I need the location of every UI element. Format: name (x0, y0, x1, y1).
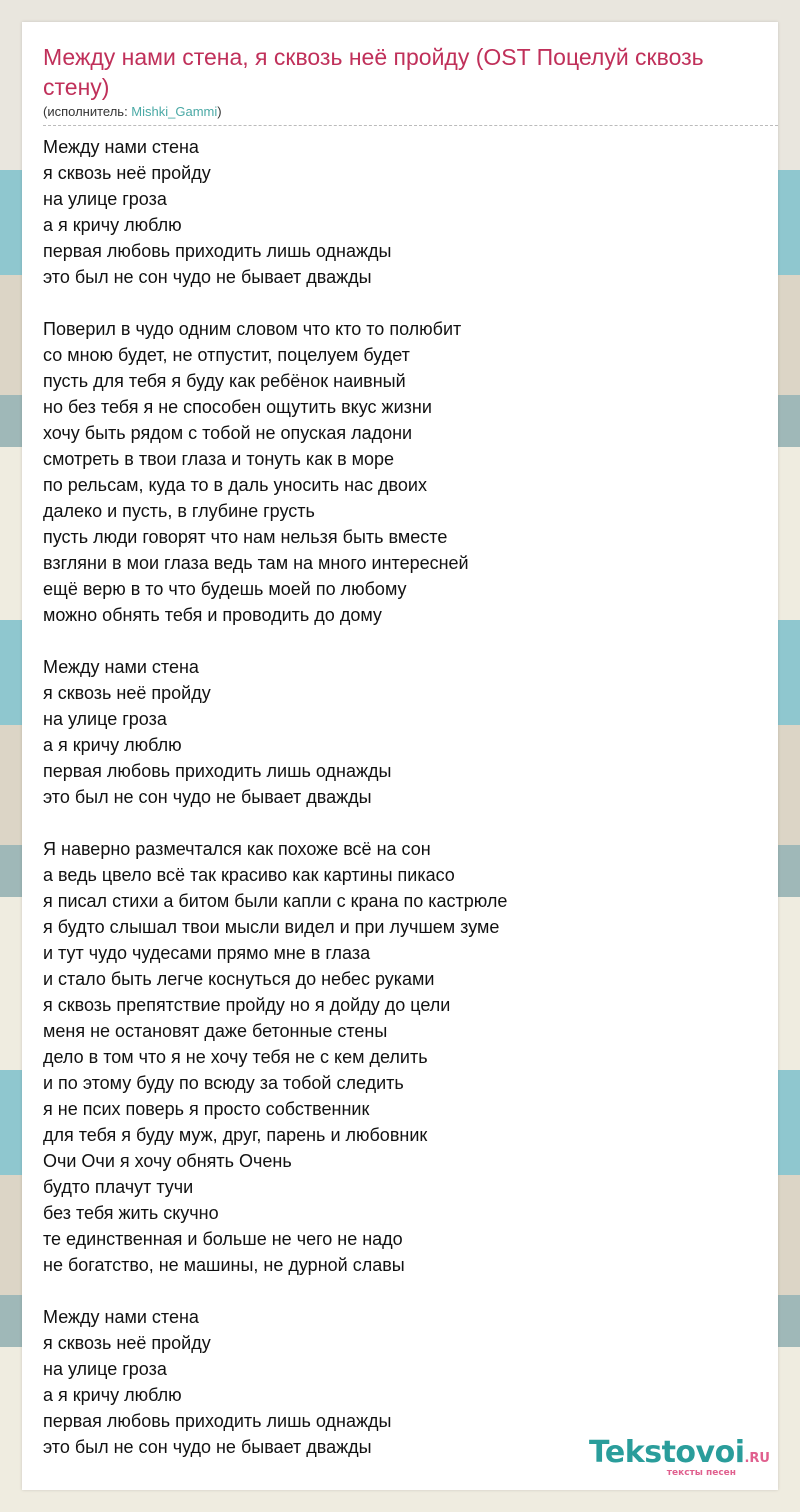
lyric-line: я сквозь неё пройду (43, 163, 211, 183)
lyrics-card (22, 22, 778, 1490)
stanza (43, 1304, 507, 1460)
lyric-line: Поверил в чудо одним словом что кто то полюбит (43, 319, 462, 339)
lyric-line: далеко и пусть, в глубине грусть (43, 501, 315, 521)
artist-label: (исполнитель: (43, 104, 132, 119)
lyric-line: и тут чудо чудесами прямо мне в глаза (43, 943, 371, 963)
lyric-line: а я кричу люблю (43, 215, 182, 235)
lyric-line: со мною будет, не отпустит, поцелуем будет (43, 345, 410, 365)
lyric-line: Между нами стена (43, 137, 199, 157)
lyric-line: Между нами стена (43, 657, 199, 677)
lyric-line: не богатство, не машины, не дурной славы (43, 1255, 405, 1275)
lyric-line: это был не сон чудо не бывает дважды (43, 787, 372, 807)
lyric-line: на улице гроза (43, 709, 167, 729)
lyric-line: дело в том что я не хочу тебя не с кем делить (43, 1047, 428, 1067)
lyric-line: на улице гроза (43, 1359, 167, 1379)
lyric-line: можно обнять тебя и проводить до дому (43, 605, 382, 625)
lyric-line: я не псих поверь я просто собственник (43, 1099, 370, 1119)
lyric-line: ещё верю в то что будешь моей по любому (43, 579, 407, 599)
site-logo[interactable] (588, 1435, 770, 1478)
lyric-line: на улице гроза (43, 189, 167, 209)
lyric-line: смотреть в твои глаза и тонуть как в море (43, 449, 395, 469)
lyric-line: я сквозь неё пройду (43, 1333, 211, 1353)
artist-link[interactable]: Mishki_Gammi (131, 104, 218, 119)
lyric-line: Я наверно размечтался как похоже всё на сон (43, 839, 431, 859)
stanza (43, 836, 507, 1278)
lyric-line: и по этому буду по всюду за тобой следить (43, 1073, 404, 1093)
artist-suffix: ) (217, 104, 222, 119)
lyric-line: пусть для тебя я буду как ребёнок наивный (43, 371, 406, 391)
stanza (43, 134, 507, 290)
lyric-line: хочу быть рядом с тобой не опуская ладони (43, 423, 413, 443)
lyric-line: пусть люди говорят что нам нельзя быть вместе (43, 527, 448, 547)
lyric-line: я писал стихи а битом были капли с крана по кастрюле (43, 891, 508, 911)
lyric-line: меня не остановят даже бетонные стены (43, 1021, 388, 1041)
logo-tld: .RU (744, 1451, 770, 1466)
lyric-line: а я кричу люблю (43, 735, 182, 755)
lyric-line: а ведь цвело всё так красиво как картины пикасо (43, 865, 455, 885)
lyric-line: но без тебя я не способен ощутить вкус жизни (43, 397, 432, 417)
lyric-line: я будто слышал твои мысли видел и при лучшем зуме (43, 917, 500, 937)
song-title: Между нами стена, я сквозь неё пройду (OST Поцелуй сквозь стену) (43, 44, 704, 100)
lyric-line: первая любовь приходить лишь однажды (43, 241, 392, 261)
lyric-line: и стало быть легче коснуться до небес руками (43, 969, 435, 989)
lyric-line: взгляни в мои глаза ведь там на много интересней (43, 553, 469, 573)
divider (43, 125, 778, 126)
lyric-line: первая любовь приходить лишь однажды (43, 761, 392, 781)
lyric-line: будто плачут тучи (43, 1177, 194, 1197)
lyric-line: те единственная и больше не чего не надо (43, 1229, 403, 1249)
lyric-line: первая любовь приходить лишь однажды (43, 1411, 392, 1431)
logo-text: Tekstovoi (588, 1435, 745, 1470)
lyrics-body (43, 134, 507, 1486)
lyric-line: по рельсам, куда то в даль уносить нас двоих (43, 475, 427, 495)
logo-tagline: тексты песен (666, 1468, 736, 1478)
lyric-line: для тебя я буду муж, друг, парень и любовник (43, 1125, 428, 1145)
lyric-line: Очи Очи я хочу обнять Очень (43, 1151, 292, 1171)
lyric-line: я сквозь неё пройду (43, 683, 211, 703)
stanza (43, 654, 507, 810)
lyric-line: Между нами стена (43, 1307, 199, 1327)
lyric-line: это был не сон чудо не бывает дважды (43, 267, 372, 287)
lyric-line: это был не сон чудо не бывает дважды (43, 1437, 372, 1457)
artist-line (43, 104, 222, 119)
lyric-line: я сквозь препятствие пройду но я дойду до цели (43, 995, 451, 1015)
lyric-line: без тебя жить скучно (43, 1203, 219, 1223)
stanza (43, 316, 507, 628)
lyric-line: а я кричу люблю (43, 1385, 182, 1405)
